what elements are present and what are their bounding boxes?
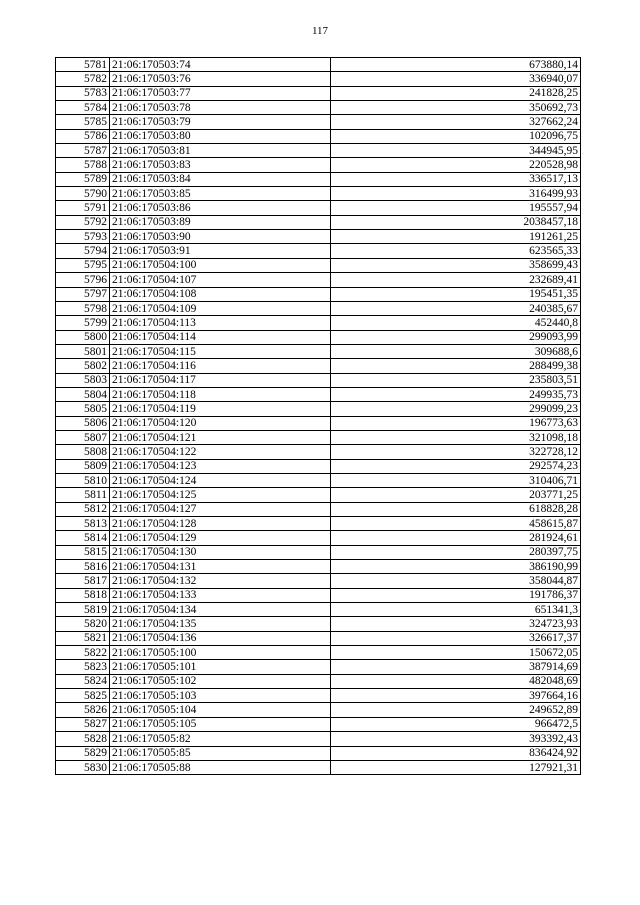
- cadastral-number-cell: 21:06:170504:133: [110, 588, 331, 602]
- cadastral-number-cell: 21:06:170503:78: [110, 101, 331, 115]
- page-number: 117: [311, 25, 329, 37]
- cadastral-number-cell: 21:06:170503:76: [110, 72, 331, 86]
- table-row: [56, 115, 581, 129]
- cadastral-value-cell: 673880,14: [331, 58, 581, 72]
- row-number-cell: 5820: [56, 617, 110, 631]
- cadastral-number-cell: 21:06:170505:102: [110, 674, 331, 688]
- cadastral-number-cell: 21:06:170504:109: [110, 301, 331, 315]
- cadastral-number-cell: 21:06:170504:136: [110, 631, 331, 645]
- table-row: [56, 301, 581, 315]
- cadastral-value-cell: 322728,12: [331, 445, 581, 459]
- cadastral-number-cell: 21:06:170504:107: [110, 273, 331, 287]
- row-number-cell: 5801: [56, 344, 110, 358]
- row-number-cell: 5802: [56, 359, 110, 373]
- cadastral-number-cell: 21:06:170503:77: [110, 86, 331, 100]
- table-row: [56, 588, 581, 602]
- cadastral-value-cell: 288499,38: [331, 359, 581, 373]
- cadastral-value-cell: 150672,05: [331, 646, 581, 660]
- table-row: [56, 746, 581, 760]
- table-row: [56, 187, 581, 201]
- table-row: [56, 660, 581, 674]
- table-row: [56, 531, 581, 545]
- row-number-cell: 5799: [56, 316, 110, 330]
- row-number-cell: 5804: [56, 387, 110, 401]
- cadastral-value-cell: 191261,25: [331, 230, 581, 244]
- cadastral-value-cell: 235803,51: [331, 373, 581, 387]
- cadastral-value-cell: 393392,43: [331, 732, 581, 746]
- cadastral-number-cell: 21:06:170503:80: [110, 129, 331, 143]
- cadastral-number-cell: 21:06:170503:79: [110, 115, 331, 129]
- row-number-cell: 5803: [56, 373, 110, 387]
- table-row: [56, 387, 581, 401]
- cadastral-number-cell: 21:06:170504:121: [110, 430, 331, 444]
- cadastral-value-cell: 387914,69: [331, 660, 581, 674]
- cadastral-number-cell: 21:06:170505:103: [110, 689, 331, 703]
- cadastral-value-cell: 316499,93: [331, 187, 581, 201]
- row-number-cell: 5783: [56, 86, 110, 100]
- cadastral-value-cell: 280397,75: [331, 545, 581, 559]
- row-number-cell: 5795: [56, 258, 110, 272]
- row-number-cell: 5817: [56, 574, 110, 588]
- table-row: [56, 86, 581, 100]
- row-number-cell: 5821: [56, 631, 110, 645]
- row-number-cell: 5782: [56, 72, 110, 86]
- cadastral-number-cell: 21:06:170505:88: [110, 760, 331, 774]
- row-number-cell: 5787: [56, 144, 110, 158]
- cadastral-number-cell: 21:06:170504:108: [110, 287, 331, 301]
- table-row: [56, 732, 581, 746]
- table-row: [56, 560, 581, 574]
- cadastral-value-cell: 203771,25: [331, 488, 581, 502]
- cadastral-number-cell: 21:06:170503:90: [110, 230, 331, 244]
- table-row: [56, 101, 581, 115]
- cadastral-number-cell: 21:06:170503:91: [110, 244, 331, 258]
- row-number-cell: 5805: [56, 402, 110, 416]
- cadastral-number-cell: 21:06:170504:135: [110, 617, 331, 631]
- cadastral-number-cell: 21:06:170504:131: [110, 560, 331, 574]
- table-row: [56, 172, 581, 186]
- cadastral-value-cell: 336940,07: [331, 72, 581, 86]
- cadastral-value-cell: 310406,71: [331, 473, 581, 487]
- row-number-cell: 5808: [56, 445, 110, 459]
- cadastral-value-cell: 249652,89: [331, 703, 581, 717]
- cadastral-number-cell: 21:06:170504:134: [110, 603, 331, 617]
- cadastral-number-cell: 21:06:170505:100: [110, 646, 331, 660]
- cadastral-value-cell: 336517,13: [331, 172, 581, 186]
- cadastral-value-cell: 240385,67: [331, 301, 581, 315]
- table-row: [56, 129, 581, 143]
- cadastral-value-cell: 397664,16: [331, 689, 581, 703]
- cadastral-value-cell: 241828,25: [331, 86, 581, 100]
- row-number-cell: 5789: [56, 172, 110, 186]
- row-number-cell: 5793: [56, 230, 110, 244]
- cadastral-number-cell: 21:06:170504:115: [110, 344, 331, 358]
- row-number-cell: 5827: [56, 717, 110, 731]
- table-row: [56, 703, 581, 717]
- cadastral-number-cell: 21:06:170504:118: [110, 387, 331, 401]
- table-row: [56, 689, 581, 703]
- cadastral-number-cell: 21:06:170503:83: [110, 158, 331, 172]
- cadastral-value-cell: 220528,98: [331, 158, 581, 172]
- table-row: [56, 717, 581, 731]
- cadastral-value-cell: 623565,33: [331, 244, 581, 258]
- row-number-cell: 5785: [56, 115, 110, 129]
- row-number-cell: 5822: [56, 646, 110, 660]
- cadastral-value-cell: 386190,99: [331, 560, 581, 574]
- row-number-cell: 5786: [56, 129, 110, 143]
- table-row: [56, 603, 581, 617]
- table-row: [56, 72, 581, 86]
- table-row: [56, 201, 581, 215]
- cadastral-value-cell: 2038457,18: [331, 215, 581, 229]
- table-row: [56, 674, 581, 688]
- row-number-cell: 5781: [56, 58, 110, 72]
- row-number-cell: 5815: [56, 545, 110, 559]
- row-number-cell: 5810: [56, 473, 110, 487]
- row-number-cell: 5809: [56, 459, 110, 473]
- row-number-cell: 5797: [56, 287, 110, 301]
- cadastral-number-cell: 21:06:170505:85: [110, 746, 331, 760]
- table-row: [56, 316, 581, 330]
- cadastral-number-cell: 21:06:170504:113: [110, 316, 331, 330]
- cadastral-number-cell: 21:06:170504:132: [110, 574, 331, 588]
- cadastral-value-cell: 281924,61: [331, 531, 581, 545]
- cadastral-number-cell: 21:06:170504:116: [110, 359, 331, 373]
- row-number-cell: 5825: [56, 689, 110, 703]
- row-number-cell: 5828: [56, 732, 110, 746]
- cadastral-number-cell: 21:06:170503:74: [110, 58, 331, 72]
- row-number-cell: 5812: [56, 502, 110, 516]
- table-row: [56, 760, 581, 774]
- cadastral-number-cell: 21:06:170504:124: [110, 473, 331, 487]
- table-row: [56, 273, 581, 287]
- table-body: [56, 58, 581, 775]
- row-number-cell: 5796: [56, 273, 110, 287]
- cadastral-value-cell: 102096,75: [331, 129, 581, 143]
- cadastral-number-cell: 21:06:170503:81: [110, 144, 331, 158]
- cadastral-number-cell: 21:06:170504:129: [110, 531, 331, 545]
- cadastral-value-cell: 344945,95: [331, 144, 581, 158]
- table-row: [56, 359, 581, 373]
- cadastral-value-cell: 452440,8: [331, 316, 581, 330]
- cadastral-number-cell: 21:06:170504:122: [110, 445, 331, 459]
- table-row: [56, 430, 581, 444]
- row-number-cell: 5800: [56, 330, 110, 344]
- cadastral-value-cell: 232689,41: [331, 273, 581, 287]
- table-row: [56, 517, 581, 531]
- table-row: [56, 58, 581, 72]
- cadastral-value-cell: 482048,69: [331, 674, 581, 688]
- row-number-cell: 5818: [56, 588, 110, 602]
- cadastral-value-cell: 358699,43: [331, 258, 581, 272]
- table-row: [56, 402, 581, 416]
- table-row: [56, 445, 581, 459]
- cadastral-value-table: [55, 57, 581, 775]
- cadastral-number-cell: 21:06:170504:128: [110, 517, 331, 531]
- cadastral-number-cell: 21:06:170503:84: [110, 172, 331, 186]
- table-row: [56, 330, 581, 344]
- row-number-cell: 5807: [56, 430, 110, 444]
- cadastral-number-cell: 21:06:170503:89: [110, 215, 331, 229]
- cadastral-number-cell: 21:06:170505:105: [110, 717, 331, 731]
- row-number-cell: 5830: [56, 760, 110, 774]
- table-row: [56, 631, 581, 645]
- table-row: [56, 617, 581, 631]
- cadastral-value-cell: 618828,28: [331, 502, 581, 516]
- row-number-cell: 5814: [56, 531, 110, 545]
- cadastral-value-cell: 292574,23: [331, 459, 581, 473]
- cadastral-number-cell: 21:06:170504:130: [110, 545, 331, 559]
- table-row: [56, 574, 581, 588]
- cadastral-value-cell: 324723,93: [331, 617, 581, 631]
- cadastral-value-cell: 249935,73: [331, 387, 581, 401]
- table-row: [56, 416, 581, 430]
- cadastral-value-cell: 195451,35: [331, 287, 581, 301]
- cadastral-number-cell: 21:06:170504:123: [110, 459, 331, 473]
- cadastral-value-cell: 458615,87: [331, 517, 581, 531]
- row-number-cell: 5826: [56, 703, 110, 717]
- cadastral-value-cell: 127921,31: [331, 760, 581, 774]
- row-number-cell: 5788: [56, 158, 110, 172]
- cadastral-value-cell: 358044,87: [331, 574, 581, 588]
- cadastral-value-cell: 309688,6: [331, 344, 581, 358]
- table-row: [56, 215, 581, 229]
- table-row: [56, 502, 581, 516]
- table-row: [56, 258, 581, 272]
- table-row: [56, 344, 581, 358]
- cadastral-number-cell: 21:06:170505:101: [110, 660, 331, 674]
- row-number-cell: 5819: [56, 603, 110, 617]
- row-number-cell: 5794: [56, 244, 110, 258]
- table-row: [56, 158, 581, 172]
- cadastral-number-cell: 21:06:170503:86: [110, 201, 331, 215]
- table-row: [56, 473, 581, 487]
- table-row: [56, 373, 581, 387]
- cadastral-number-cell: 21:06:170505:104: [110, 703, 331, 717]
- row-number-cell: 5792: [56, 215, 110, 229]
- cadastral-number-cell: 21:06:170504:125: [110, 488, 331, 502]
- cadastral-value-cell: 299099,23: [331, 402, 581, 416]
- cadastral-value-cell: 326617,37: [331, 631, 581, 645]
- cadastral-value-cell: 321098,18: [331, 430, 581, 444]
- cadastral-number-cell: 21:06:170504:100: [110, 258, 331, 272]
- cadastral-number-cell: 21:06:170504:120: [110, 416, 331, 430]
- cadastral-value-cell: 327662,24: [331, 115, 581, 129]
- row-number-cell: 5829: [56, 746, 110, 760]
- table-row: [56, 545, 581, 559]
- row-number-cell: 5798: [56, 301, 110, 315]
- row-number-cell: 5816: [56, 560, 110, 574]
- cadastral-number-cell: 21:06:170504:127: [110, 502, 331, 516]
- table-row: [56, 230, 581, 244]
- cadastral-value-cell: 836424,92: [331, 746, 581, 760]
- row-number-cell: 5824: [56, 674, 110, 688]
- row-number-cell: 5811: [56, 488, 110, 502]
- row-number-cell: 5823: [56, 660, 110, 674]
- cadastral-value-cell: 966472,5: [331, 717, 581, 731]
- table-row: [56, 287, 581, 301]
- cadastral-value-cell: 299093,99: [331, 330, 581, 344]
- cadastral-number-cell: 21:06:170504:114: [110, 330, 331, 344]
- cadastral-value-cell: 196773,63: [331, 416, 581, 430]
- table-row: [56, 488, 581, 502]
- table-row: [56, 646, 581, 660]
- cadastral-number-cell: 21:06:170503:85: [110, 187, 331, 201]
- row-number-cell: 5813: [56, 517, 110, 531]
- cadastral-number-cell: 21:06:170505:82: [110, 732, 331, 746]
- cadastral-value-cell: 195557,94: [331, 201, 581, 215]
- table-row: [56, 459, 581, 473]
- cadastral-value-cell: 191786,37: [331, 588, 581, 602]
- row-number-cell: 5791: [56, 201, 110, 215]
- row-number-cell: 5806: [56, 416, 110, 430]
- row-number-cell: 5784: [56, 101, 110, 115]
- table-row: [56, 244, 581, 258]
- cadastral-value-cell: 651341,3: [331, 603, 581, 617]
- row-number-cell: 5790: [56, 187, 110, 201]
- cadastral-number-cell: 21:06:170504:119: [110, 402, 331, 416]
- cadastral-value-cell: 350692,73: [331, 101, 581, 115]
- cadastral-number-cell: 21:06:170504:117: [110, 373, 331, 387]
- table-row: [56, 144, 581, 158]
